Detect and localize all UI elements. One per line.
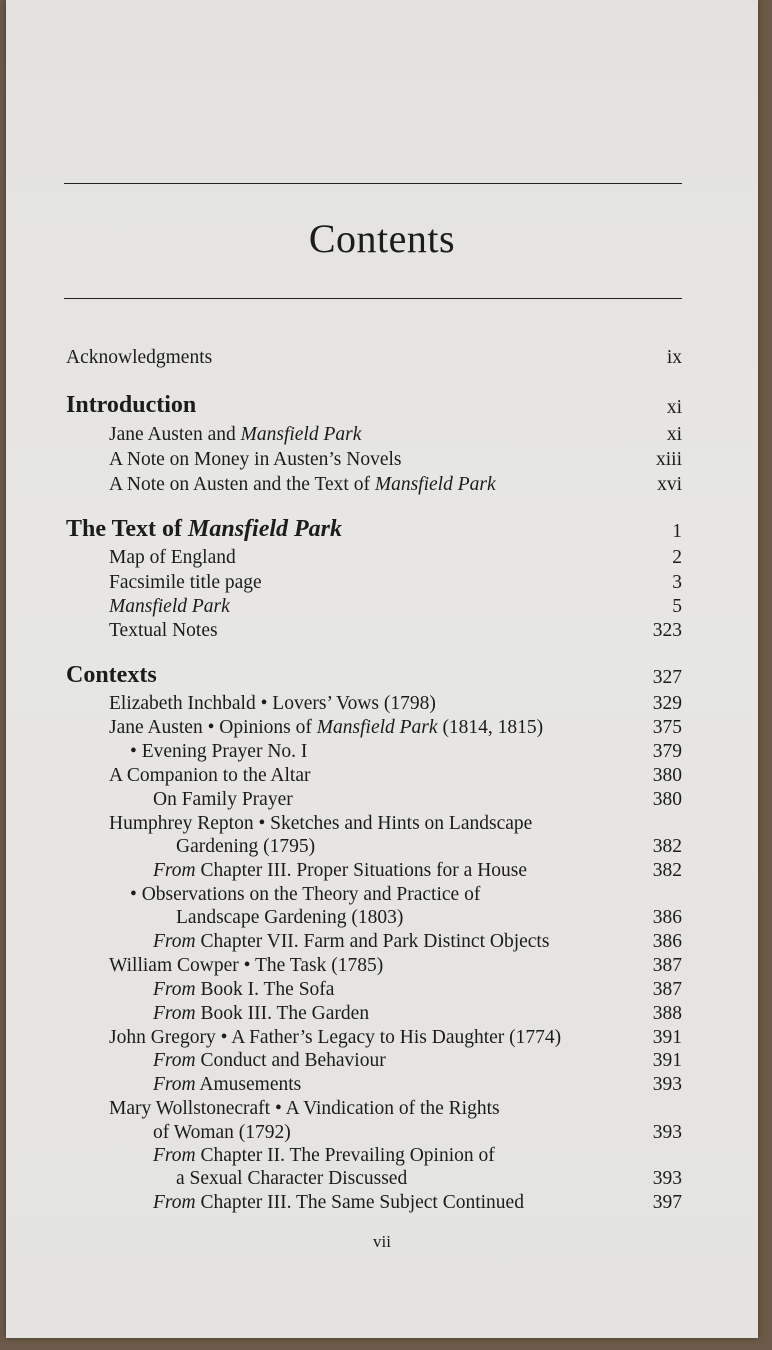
toc-title-segment: Facsimile title page	[109, 572, 262, 593]
toc-page-number: xi	[666, 424, 682, 445]
toc-entry-title	[176, 1168, 407, 1190]
toc-entry	[6, 765, 758, 789]
toc-title-segment: Map of England	[109, 547, 236, 568]
toc-page-number: 380	[652, 789, 682, 810]
toc-title-segment: William Cowper • The Task (1785)	[109, 955, 384, 976]
page-number: vii	[373, 1232, 391, 1251]
toc-section-heading	[6, 662, 758, 686]
toc-title-segment: Chapter III. Proper Situations for a House	[195, 860, 528, 881]
toc-title-segment: John Gregory • A Father’s Legacy to His Daughter (1774)	[109, 1027, 562, 1048]
toc-page-number: 393	[652, 1074, 682, 1095]
toc-title-segment: Mary Wollstonecraft • A Vindication of the Rights	[109, 1098, 500, 1119]
toc-title-segment: Contexts	[66, 662, 157, 688]
toc-entry	[6, 1145, 758, 1169]
toc-entry	[6, 860, 758, 884]
toc-section-heading	[6, 516, 758, 540]
toc-page-number: 391	[652, 1027, 682, 1048]
toc-entry-title	[130, 741, 307, 763]
toc-page-number: 1	[672, 521, 682, 542]
toc-title-segment: (1814, 1815)	[437, 717, 544, 738]
toc-title-segment: A Note on Austen and the Text of	[109, 474, 375, 495]
toc-entry	[6, 347, 758, 371]
toc-entry	[6, 596, 758, 620]
toc-entry	[6, 1192, 758, 1216]
toc-entry-title	[109, 572, 262, 594]
toc-entry-title	[109, 449, 402, 471]
toc-entry	[6, 789, 758, 813]
toc-title-segment: The Text of	[66, 516, 189, 542]
toc-entry-title	[109, 596, 230, 618]
toc-entry-title	[66, 392, 196, 419]
toc-entry	[6, 1003, 758, 1027]
toc-entry-title	[109, 955, 383, 977]
toc-title-segment: From	[153, 860, 196, 881]
toc-title-segment: Elizabeth Inchbald • Lovers’ Vows (1798)	[109, 693, 436, 714]
toc-entry-title	[109, 813, 532, 835]
toc-title-segment: • Observations on the Theory and Practice of	[130, 884, 481, 905]
toc-title-segment: From	[153, 1074, 196, 1095]
toc-page-number: 382	[652, 836, 682, 857]
toc-title-segment: Mansfield Park	[316, 717, 438, 738]
book-page	[6, 0, 758, 1338]
toc-page-number: 379	[652, 741, 682, 762]
toc-entry	[6, 813, 758, 837]
toc-title-segment: Mansfield Park	[109, 596, 230, 617]
toc-entry-title	[109, 717, 543, 739]
toc-page-number: 329	[652, 693, 682, 714]
toc-title-segment: From	[153, 1003, 196, 1024]
toc-entry	[6, 424, 758, 448]
toc-page-number: 391	[652, 1050, 682, 1071]
toc-entry	[6, 1074, 758, 1098]
toc-entry	[6, 547, 758, 571]
toc-entry-title	[153, 979, 334, 1001]
toc-entry-title	[109, 424, 361, 446]
toc-entry-title	[176, 836, 315, 858]
toc-page-number: 386	[652, 907, 682, 928]
toc-entry	[6, 741, 758, 765]
toc-entry	[6, 1168, 758, 1192]
toc-title-segment: Amusements	[195, 1074, 302, 1095]
show-through-text	[206, 130, 211, 153]
toc-page-number: xiii	[655, 449, 682, 470]
toc-title-segment: of Woman (1792)	[153, 1122, 291, 1143]
toc-entry-title	[153, 1192, 524, 1214]
toc-entry	[6, 474, 758, 498]
toc-title-segment: From	[153, 931, 196, 952]
toc-page-number: 387	[652, 955, 682, 976]
toc-entry-title	[153, 860, 527, 882]
toc-page-number: xvi	[657, 474, 682, 495]
toc-entry	[6, 1050, 758, 1074]
toc-title-segment: Introduction	[66, 392, 197, 418]
toc-section-heading	[6, 392, 758, 416]
toc-title-segment: Acknowledgments	[66, 347, 213, 368]
toc-entry-title	[153, 1050, 386, 1072]
top-rule	[64, 183, 682, 184]
toc-entry-title	[66, 347, 212, 369]
toc-page-number: 323	[652, 620, 682, 641]
toc-title-segment: From	[153, 1050, 196, 1071]
bottom-rule	[64, 298, 682, 299]
toc-title-segment: Jane Austen and	[109, 424, 241, 445]
toc-entry-title	[109, 693, 436, 715]
toc-entry-title	[130, 884, 480, 906]
toc-entry-title	[109, 1098, 500, 1120]
toc-entry-title	[109, 1027, 561, 1049]
toc-title-segment: Book I. The Sofa	[195, 979, 335, 1000]
toc-entry	[6, 1098, 758, 1122]
toc-entry	[6, 1122, 758, 1146]
toc-title-segment: a Sexual Character Discussed	[176, 1168, 408, 1189]
toc-page-number: 5	[672, 596, 682, 617]
toc-title-segment: Mansfield Park	[188, 516, 343, 542]
toc-page-number: 387	[652, 979, 682, 1000]
toc-page-number: 393	[652, 1168, 682, 1189]
toc-page-number: 386	[652, 931, 682, 952]
toc-entry-title	[66, 662, 157, 689]
toc-page-number: 375	[652, 717, 682, 738]
toc-title-segment: Landscape Gardening (1803)	[176, 907, 404, 928]
toc-title-segment: Mansfield Park	[240, 424, 362, 445]
toc-entry-title	[153, 1074, 301, 1096]
toc-title-segment: From	[153, 1192, 196, 1213]
toc-entry	[6, 717, 758, 741]
toc-entry-title	[109, 765, 310, 787]
toc-entry	[6, 955, 758, 979]
toc-title-segment: Textual Notes	[109, 620, 218, 641]
page-title: Contents	[308, 216, 456, 261]
toc-entry-title	[109, 474, 496, 496]
toc-title-segment: Chapter III. The Same Subject Continued	[195, 1192, 524, 1213]
toc-page-number: 397	[652, 1192, 682, 1213]
toc-title-segment: Gardening (1795)	[176, 836, 316, 857]
toc-entry-title	[153, 789, 293, 811]
toc-title-segment: • Evening Prayer No. I	[130, 741, 308, 762]
toc-title-segment: From	[153, 979, 196, 1000]
toc-entry	[6, 572, 758, 596]
toc-entry	[6, 979, 758, 1003]
toc-entry	[6, 620, 758, 644]
toc-title-segment: Chapter II. The Prevailing Opinion of	[195, 1145, 495, 1166]
toc-page-number: 382	[652, 860, 682, 881]
toc-entry	[6, 931, 758, 955]
toc-title-segment: Book III. The Garden	[195, 1003, 370, 1024]
toc-entry-title	[66, 516, 342, 543]
toc-entry-title	[153, 1003, 369, 1025]
toc-title-segment: Mansfield Park	[374, 474, 496, 495]
toc-entry	[6, 884, 758, 908]
toc-entry	[6, 836, 758, 860]
toc-entry	[6, 1027, 758, 1051]
toc-entry	[6, 693, 758, 717]
toc-entry-title	[153, 1145, 495, 1167]
toc-page-number: 3	[672, 572, 682, 593]
toc-page-number: xi	[666, 397, 682, 418]
toc-entry	[6, 449, 758, 473]
toc-title-segment: Humphrey Repton • Sketches and Hints on Landscape	[109, 813, 533, 834]
toc-entry-title	[109, 620, 218, 642]
toc-title-segment: From	[153, 1145, 196, 1166]
toc-entry	[6, 907, 758, 931]
toc-page-number: ix	[666, 347, 682, 368]
toc-page-number: 2	[672, 547, 682, 568]
toc-entry-title	[153, 1122, 291, 1144]
toc-page-number: 327	[652, 667, 682, 688]
toc-page-number: 393	[652, 1122, 682, 1143]
toc-title-segment: A Companion to the Altar	[109, 765, 311, 786]
toc-entry-title	[176, 907, 403, 929]
toc-entry-title	[109, 547, 236, 569]
toc-title-segment: A Note on Money in Austen’s Novels	[109, 449, 402, 470]
toc-title-segment: On Family Prayer	[153, 789, 293, 810]
toc-entry-title	[153, 931, 549, 953]
toc-title-segment: Jane Austen • Opinions of	[109, 717, 317, 738]
toc-title-segment: Conduct and Behaviour	[195, 1050, 386, 1071]
toc-title-segment: Chapter VII. Farm and Park Distinct Objects	[195, 931, 550, 952]
toc-page-number: 388	[652, 1003, 682, 1024]
toc-page-number: 380	[652, 765, 682, 786]
